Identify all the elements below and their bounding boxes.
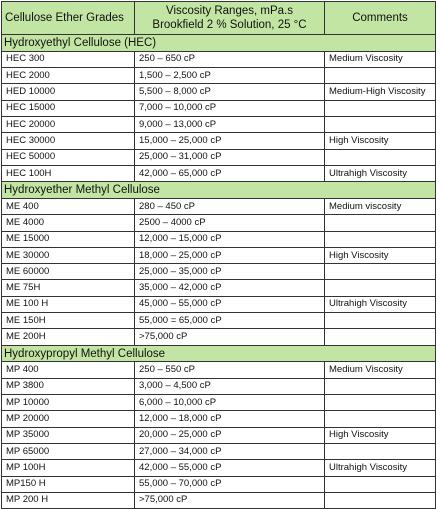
section-row (2, 35, 436, 52)
grade-cell: ME 100 H (2, 296, 135, 312)
comment-cell (325, 215, 436, 231)
viscosity-range-cell: 55,000 – 70,000 cP (135, 476, 325, 492)
viscosity-range-cell: 42,000 – 55,000 cP (135, 460, 325, 476)
table-row (2, 427, 436, 443)
table-row (2, 231, 436, 247)
viscosity-range-cell: 35,000 – 42,000 cP (135, 280, 325, 296)
comment-cell (325, 313, 436, 329)
table-row (2, 215, 436, 231)
comment-cell (325, 149, 436, 165)
table-row (2, 68, 436, 84)
grade-cell: ME 30000 (2, 247, 135, 263)
viscosity-range-cell: 15,000 – 25,000 cP (135, 133, 325, 149)
comment-cell (325, 476, 436, 492)
table-row (2, 165, 436, 181)
viscosity-range-cell: 12,000 – 18,000 cP (135, 411, 325, 427)
comment-cell: Medium viscosity (325, 198, 436, 214)
viscosity-range-cell: 6,000 – 10,000 cP (135, 395, 325, 411)
comment-cell (325, 378, 436, 394)
viscosity-range-cell: 25,000 – 35,000 cP (135, 264, 325, 280)
table-row (2, 116, 436, 132)
table-row (2, 264, 436, 280)
comment-cell (325, 492, 436, 508)
table-row (2, 395, 436, 411)
header-comments: Comments (325, 2, 436, 35)
viscosity-range-cell: 45,000 – 55,000 cP (135, 296, 325, 312)
viscosity-range-cell: 20,000 – 25,000 cP (135, 427, 325, 443)
table-row (2, 362, 436, 378)
table-row (2, 443, 436, 459)
grade-cell: MP 20000 (2, 411, 135, 427)
table-row (2, 247, 436, 263)
grade-cell: HEC 100H (2, 165, 135, 181)
comment-cell (325, 116, 436, 132)
table-row (2, 329, 436, 345)
grade-cell: ME 400 (2, 198, 135, 214)
viscosity-range-cell: 18,000 – 25,000 cP (135, 247, 325, 263)
header-viscosity (135, 2, 325, 35)
table-row (2, 133, 436, 149)
grade-cell: HED 10000 (2, 84, 135, 100)
grade-cell: MP 200 H (2, 492, 135, 508)
table-row (2, 100, 436, 116)
grade-cell: ME 150H (2, 313, 135, 329)
comment-cell (325, 264, 436, 280)
viscosity-range-cell: 280 – 450 cP (135, 198, 325, 214)
viscosity-range-cell: 42,000 – 65,000 cP (135, 165, 325, 181)
comment-cell: High Viscosity (325, 427, 436, 443)
grade-cell: HEC 30000 (2, 133, 135, 149)
comment-cell (325, 100, 436, 116)
section-title: Hydroxypropyl Methyl Cellulose (2, 345, 436, 362)
viscosity-range-cell: 7,000 – 10,000 cP (135, 100, 325, 116)
grade-cell: HEC 50000 (2, 149, 135, 165)
grade-cell: ME 15000 (2, 231, 135, 247)
table-row (2, 149, 436, 165)
comment-cell (325, 280, 436, 296)
viscosity-table (1, 1, 436, 509)
table-row (2, 411, 436, 427)
section-row (2, 345, 436, 362)
viscosity-range-cell: 1,500 – 2,500 cP (135, 68, 325, 84)
grade-cell: MP 3800 (2, 378, 135, 394)
table-row (2, 313, 436, 329)
viscosity-range-cell: 5,500 – 8,000 cP (135, 84, 325, 100)
comment-cell (325, 329, 436, 345)
comment-cell (325, 395, 436, 411)
viscosity-range-cell: 250 – 650 cP (135, 51, 325, 67)
grade-cell: ME 60000 (2, 264, 135, 280)
comment-cell (325, 411, 436, 427)
grade-cell: HEC 300 (2, 51, 135, 67)
comment-cell: Medium-High Viscosity (325, 84, 436, 100)
viscosity-range-cell: 27,000 – 34,000 cP (135, 443, 325, 459)
comment-cell: Medium Viscosity (325, 362, 436, 378)
section-title: Hydroxyethyl Cellulose (HEC) (2, 35, 436, 52)
grade-cell: MP 35000 (2, 427, 135, 443)
table-row (2, 296, 436, 312)
table-row (2, 280, 436, 296)
comment-cell: Ultrahigh Viscosity (325, 165, 436, 181)
comment-cell: Ultrahigh Viscosity (325, 460, 436, 476)
table-body (2, 35, 436, 509)
viscosity-range-cell: >75,000 cP (135, 492, 325, 508)
grade-cell: HEC 15000 (2, 100, 135, 116)
grade-cell: ME 75H (2, 280, 135, 296)
header-viscosity-line1: Viscosity Ranges, mPa.s (166, 5, 293, 17)
viscosity-range-cell: 3,000 – 4,500 cP (135, 378, 325, 394)
table-row (2, 476, 436, 492)
viscosity-range-cell: 9,000 – 13,000 cP (135, 116, 325, 132)
comment-cell (325, 68, 436, 84)
table-row (2, 84, 436, 100)
table-row (2, 198, 436, 214)
viscosity-range-cell: >75,000 cP (135, 329, 325, 345)
grade-cell: MP150 H (2, 476, 135, 492)
table-header (2, 2, 436, 35)
grade-cell: MP 100H (2, 460, 135, 476)
table-row (2, 378, 436, 394)
header-row (2, 2, 436, 35)
grade-cell: MP 400 (2, 362, 135, 378)
viscosity-range-cell: 2500 – 4000 cP (135, 215, 325, 231)
comment-cell (325, 443, 436, 459)
grade-cell: HEC 20000 (2, 116, 135, 132)
comment-cell: High Viscosity (325, 133, 436, 149)
viscosity-range-cell: 25,000 – 31,000 cP (135, 149, 325, 165)
section-title: Hydroxyether Methyl Cellulose (2, 182, 436, 199)
header-viscosity-line2: Brookfield 2 % Solution, 25 °C (152, 19, 307, 31)
header-grade: Cellulose Ether Grades (2, 2, 135, 35)
comment-cell: Medium Viscosity (325, 51, 436, 67)
grade-cell: ME 200H (2, 329, 135, 345)
comment-cell: Ultrahigh Viscosity (325, 296, 436, 312)
table-row (2, 460, 436, 476)
viscosity-range-cell: 55,000 = 65,000 cP (135, 313, 325, 329)
viscosity-range-cell: 12,000 – 15,000 cP (135, 231, 325, 247)
grade-cell: HEC 2000 (2, 68, 135, 84)
grade-cell: ME 4000 (2, 215, 135, 231)
table-row (2, 51, 436, 67)
comment-cell: High Viscosity (325, 247, 436, 263)
grade-cell: MP 10000 (2, 395, 135, 411)
grade-cell: MP 65000 (2, 443, 135, 459)
table-row (2, 492, 436, 508)
comment-cell (325, 231, 436, 247)
viscosity-range-cell: 250 – 550 cP (135, 362, 325, 378)
section-row (2, 182, 436, 199)
